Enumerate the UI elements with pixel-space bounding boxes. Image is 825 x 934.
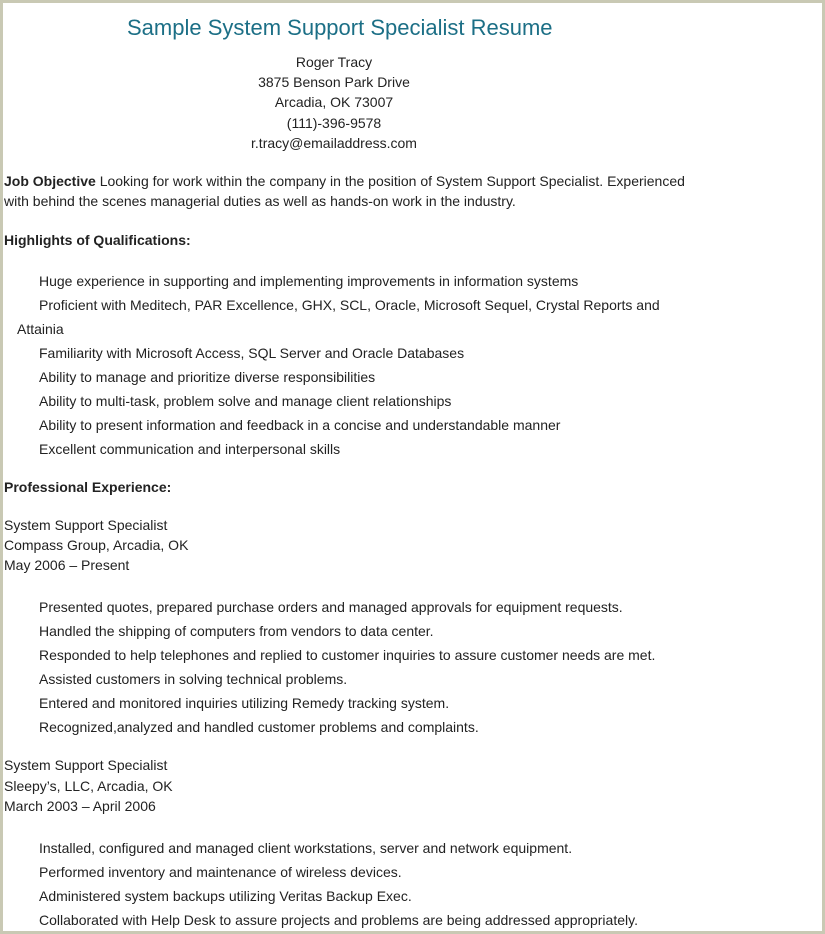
job-company: Compass Group, Arcadia, OK — [4, 537, 189, 553]
job-dates: May 2006 – Present — [4, 557, 130, 573]
resume-title: Sample System Support Specialist Resume — [127, 15, 553, 40]
job-duty: Presented quotes, prepared purchase orders and managed approvals for equipment requests. — [39, 599, 623, 615]
objective-line-1 — [4, 173, 685, 189]
contact-street: 3875 Benson Park Drive — [258, 74, 410, 90]
job-duty: Entered and monitored inquiries utilizing Remedy tracking system. — [39, 695, 450, 711]
job-duty: Responded to help telephones and replied to customer inquiries to assure customer needs are met. — [39, 647, 656, 663]
job-role: System Support Specialist — [4, 517, 168, 533]
experience-heading: Professional Experience: — [4, 479, 172, 495]
job-duty: Collaborated with Help Desk to assure projects and problems are being addressed appropriately. — [39, 912, 638, 928]
highlight-item: Ability to manage and prioritize diverse responsibilities — [39, 369, 376, 385]
job-duty: Performed inventory and maintenance of wireless devices. — [39, 864, 402, 880]
contact-city: Arcadia, OK 73007 — [274, 94, 394, 110]
objective-text-2: with behind the scenes managerial duties as well as hands-on work in the industry. — [4, 193, 516, 209]
job-dates: March 2003 – April 2006 — [4, 798, 156, 814]
highlight-item: Proficient with Meditech, PAR Excellence, GHX, SCL, Oracle, Microsoft Sequel, Crystal Reports and — [39, 297, 660, 313]
highlight-item: Familiarity with Microsoft Access, SQL Server and Oracle Databases — [39, 345, 465, 361]
highlight-item: Ability to multi-task, problem solve and manage client relationships — [39, 393, 452, 409]
objective-text-1: Looking for work within the company in the position of System Support Specialist. Experienced — [95, 173, 685, 189]
job-duty: Handled the shipping of computers from vendors to data center. — [39, 623, 434, 639]
highlight-item: Huge experience in supporting and implementing improvements in information systems — [39, 273, 579, 289]
contact-name: Roger Tracy — [295, 54, 373, 70]
job-duty: Administered system backups utilizing Veritas Backup Exec. — [39, 888, 412, 904]
job-company: Sleepy’s, LLC, Arcadia, OK — [4, 778, 173, 794]
highlight-item-continuation: Attainia — [17, 321, 64, 337]
job-duty: Assisted customers in solving technical problems. — [39, 671, 348, 687]
highlights-heading: Highlights of Qualifications: — [4, 232, 191, 248]
job-role: System Support Specialist — [4, 757, 168, 773]
contact-phone: (111)-396-9578 — [286, 115, 382, 131]
highlight-item: Excellent communication and interpersonal skills — [39, 441, 341, 457]
job-duty: Installed, configured and managed client workstations, server and network equipment. — [39, 840, 573, 856]
job-duty: Recognized,analyzed and handled customer problems and complaints. — [39, 719, 479, 735]
highlight-item: Ability to present information and feedback in a concise and understandable manner — [39, 417, 561, 433]
objective-label: Job Objective — [4, 173, 96, 189]
contact-email: r.tracy@emailaddress.com — [251, 135, 417, 151]
